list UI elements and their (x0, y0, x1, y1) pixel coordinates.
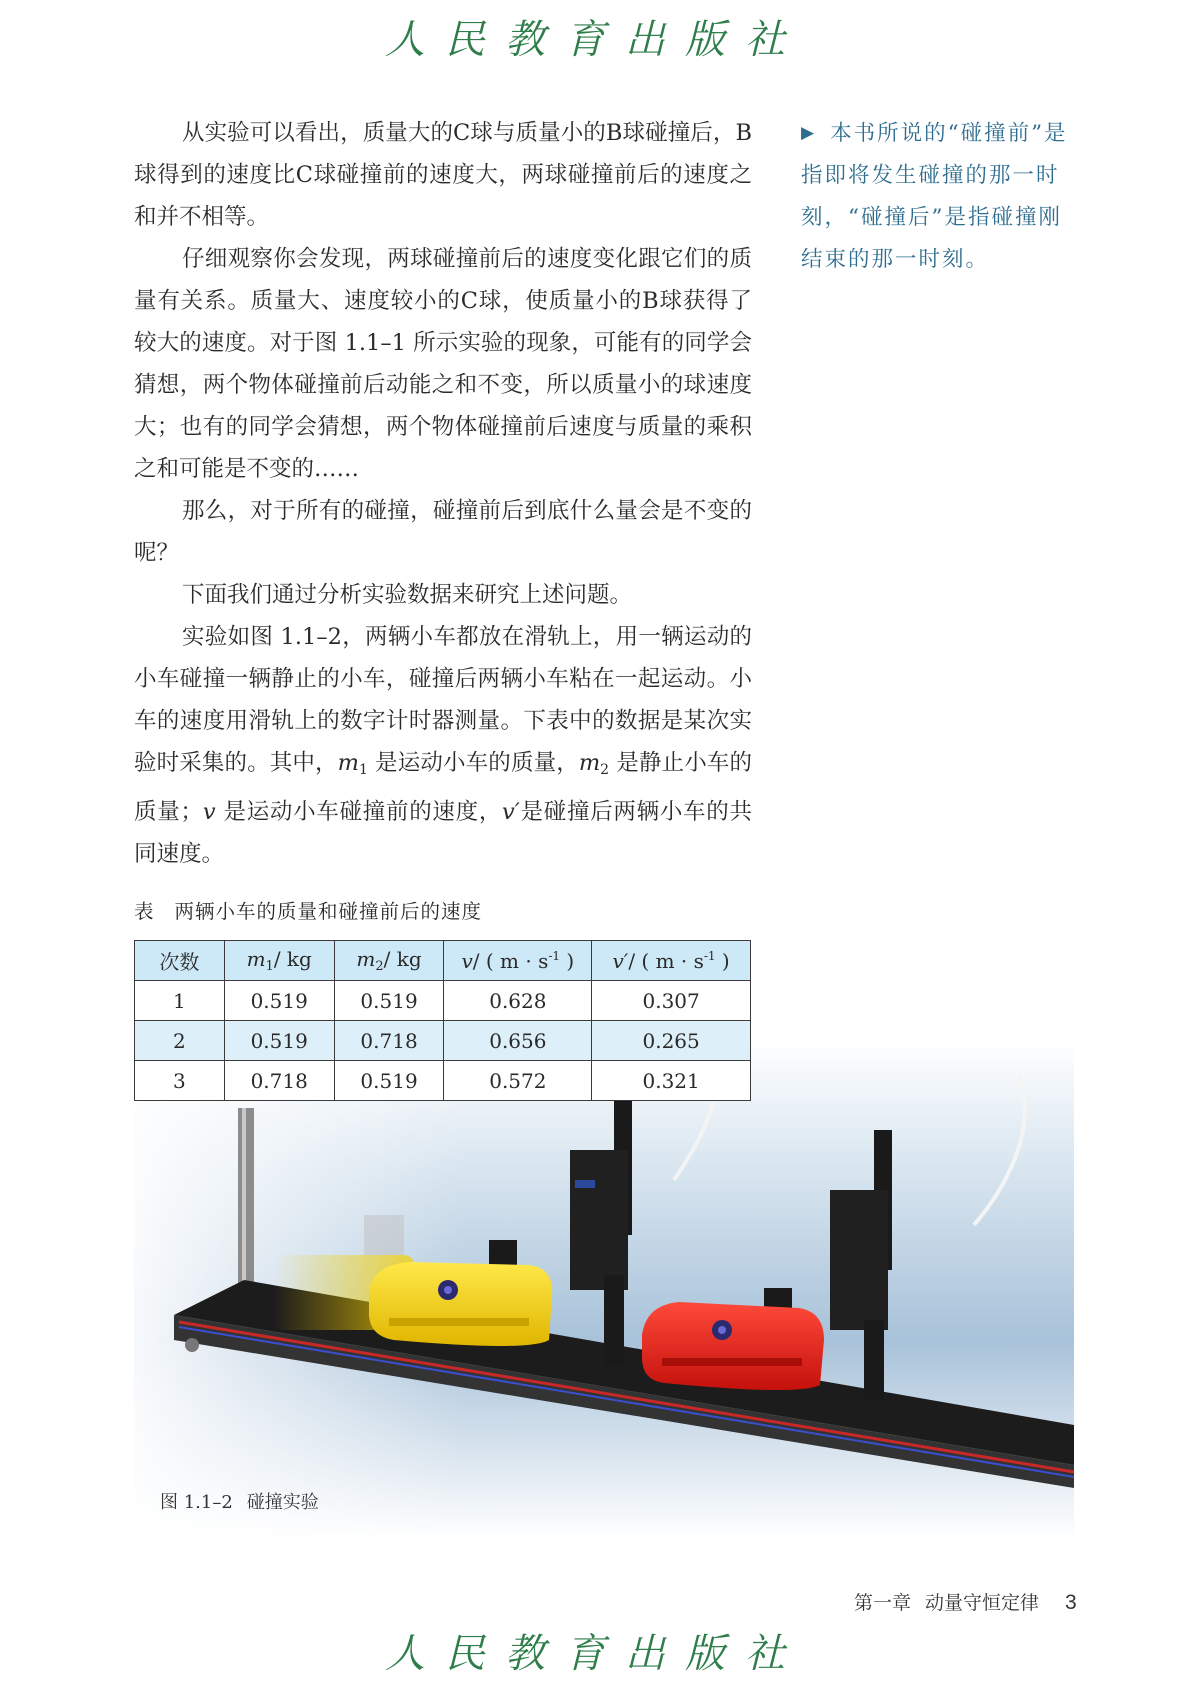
table-row (135, 981, 751, 1021)
data-table (134, 940, 751, 1101)
table-caption-title: 两辆小车的质量和碰撞前后的速度 (174, 900, 483, 923)
table-cell: 1 (135, 981, 225, 1021)
table-caption (134, 896, 482, 924)
paragraph-5 (134, 616, 752, 875)
paragraph-1: 从实验可以看出，质量大的C球与质量小的B球碰撞后，B球得到的速度比C球碰撞前的速度大，两球碰撞前后的速度之和并不相等。 (134, 120, 752, 230)
table-cell: 0.307 (592, 981, 751, 1021)
page-footer (854, 1588, 1091, 1615)
table-cell: 0.519 (334, 1061, 444, 1101)
paragraph-2: 仔细观察你会发现，两球碰撞前后的速度变化跟它们的质量有关系。质量大、速度较小的C球，使质量小的B球获得了较大的速度。对于图 1.1–1 所示实验的现象，可能有的同学会猜想，两个物体碰撞前后动能之和不变，所以质量小的球速度大；也有的同学会猜想，两个物体碰撞前后速度与质量的乘积之和可能是不变的…… (134, 246, 752, 482)
publisher-watermark-top: 人民教育出版社 (385, 17, 805, 63)
header-m1-sub: 1 (265, 959, 274, 974)
table-cell: 0.628 (444, 981, 592, 1021)
table-header-row (135, 941, 751, 981)
figure-title: 碰撞实验 (246, 1492, 319, 1513)
publisher-watermark-bottom: 人民教育出版社 (385, 1631, 805, 1677)
table-cell: 0.519 (334, 981, 444, 1021)
body-text (134, 112, 752, 875)
header-v (444, 941, 592, 981)
p5-text-b: 是运动小车的质量， (367, 750, 579, 776)
figure-number: 图 1.1–2 (160, 1492, 233, 1513)
paragraph-4: 下面我们通过分析实验数据来研究上述问题。 (182, 582, 633, 608)
footer-chapter: 第一章 (854, 1593, 912, 1614)
table-cell: 0.656 (444, 1021, 592, 1061)
var-m1: m (337, 750, 359, 776)
header-m1-var: m (246, 947, 266, 971)
table-caption-tag: 表 (134, 900, 155, 923)
collision-experiment-photo (134, 1040, 1074, 1540)
header-m1 (224, 941, 334, 981)
header-m2-sub: 2 (375, 959, 384, 974)
var-v: v (202, 799, 216, 825)
header-v-close: ) (560, 948, 575, 973)
page-number: 3 (1065, 1591, 1077, 1614)
table-cell: 2 (135, 1021, 225, 1061)
figure-caption (160, 1488, 319, 1514)
sub-2: 2 (600, 762, 610, 778)
header-m2-var: m (356, 947, 376, 971)
sub-1: 1 (358, 762, 368, 778)
header-m1-unit: / kg (273, 947, 312, 971)
header-vp-var: v′ (612, 948, 629, 973)
header-v-sup: -1 (548, 948, 561, 963)
header-v-prime (592, 941, 751, 981)
table-row (135, 1061, 751, 1101)
p5-text-d: 是运动小车碰撞前的速度， (215, 799, 503, 825)
header-vp-close: ) (715, 948, 730, 973)
table-cell: 0.519 (224, 1021, 334, 1061)
p5-text-c: 是静止小车的质量； (134, 750, 753, 825)
var-m2: m (578, 750, 601, 776)
paragraph-3: 那么，对于所有的碰撞，碰撞前后到底什么量会是不变的呢？ (134, 498, 752, 566)
header-m2 (334, 941, 444, 981)
var-v-prime: v′ (502, 799, 520, 825)
footer-chapter-title: 动量守恒定律 (925, 1593, 1040, 1614)
table-cell: 0.718 (224, 1061, 334, 1101)
table-cell: 0.265 (592, 1021, 751, 1061)
table-row (135, 1021, 751, 1061)
table-cell: 0.321 (592, 1061, 751, 1101)
header-count: 次数 (135, 941, 225, 981)
table-cell: 0.572 (444, 1061, 592, 1101)
table-cell: 0.718 (334, 1021, 444, 1061)
margin-note-text: 本书所说的“碰撞前”是指即将发生碰撞的那一时刻，“碰撞后”是指碰撞刚结束的那一时刻。 (801, 121, 1068, 272)
header-m2-unit: / kg (383, 947, 422, 971)
table-cell: 0.519 (224, 981, 334, 1021)
p5-text-e: 是碰撞后两辆小车的共同速度。 (134, 799, 752, 867)
header-v-var: v (461, 948, 473, 973)
p5-text-a: 实验如图 1.1–2，两辆小车都放在滑轨上，用一辆运动的小车碰撞一辆静止的小车，碰撞后两辆小车粘在一起运动。小车的速度用滑轨上的数字计时器测量。下表中的数据是某次实验时采集的。其中， (134, 624, 752, 776)
triangle-arrow-icon: ▶ (801, 123, 817, 143)
header-vp-unit: / ( m · s (628, 948, 704, 973)
margin-note (801, 112, 1083, 281)
header-v-unit: / ( m · s (472, 948, 549, 973)
table-cell: 3 (135, 1061, 225, 1101)
header-vp-sup: -1 (703, 948, 716, 963)
